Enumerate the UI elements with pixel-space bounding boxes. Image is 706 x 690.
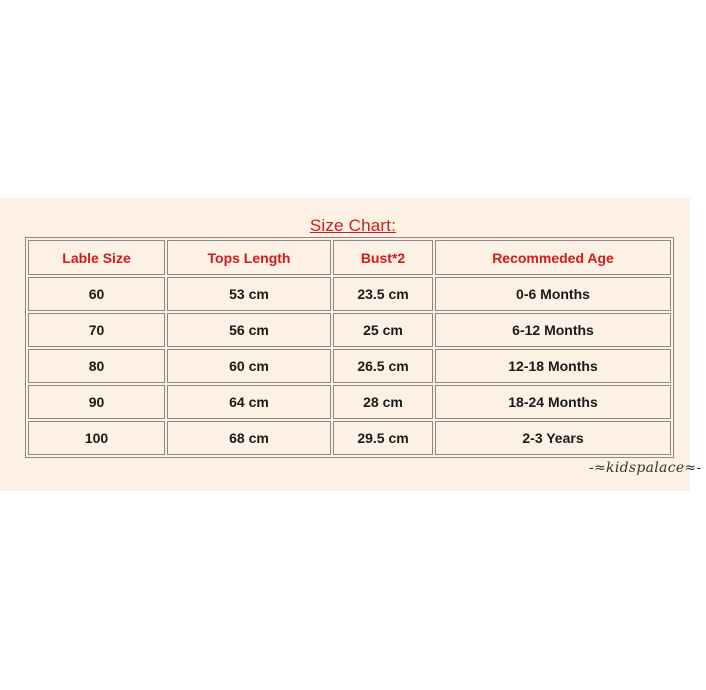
header-bust: Bust*2 bbox=[333, 240, 433, 275]
cell-recommended-age: 0-6 Months bbox=[435, 277, 671, 311]
size-chart-table bbox=[25, 237, 674, 458]
cell-recommended-age: 18-24 Months bbox=[435, 385, 671, 419]
cell-recommended-age: 12-18 Months bbox=[435, 349, 671, 383]
cell-tops-length: 53 cm bbox=[167, 277, 331, 311]
cell-bust: 28 cm bbox=[333, 385, 433, 419]
cell-tops-length: 68 cm bbox=[167, 421, 331, 455]
table-row bbox=[28, 313, 671, 347]
table-header-row bbox=[28, 240, 671, 275]
cell-label-size: 60 bbox=[28, 277, 165, 311]
table-row bbox=[28, 277, 671, 311]
table-row bbox=[28, 385, 671, 419]
size-chart-title: Size Chart: bbox=[309, 216, 397, 235]
kidspalace-watermark: -≈kidspalace≈- bbox=[589, 460, 702, 476]
cell-bust: 25 cm bbox=[333, 313, 433, 347]
cell-recommended-age: 2-3 Years bbox=[435, 421, 671, 455]
cell-bust: 29.5 cm bbox=[333, 421, 433, 455]
cell-tops-length: 60 cm bbox=[167, 349, 331, 383]
table-row bbox=[28, 421, 671, 455]
header-recommended-age: Recommeded Age bbox=[435, 240, 671, 275]
table-row bbox=[28, 349, 671, 383]
cell-label-size: 80 bbox=[28, 349, 165, 383]
cell-bust: 23.5 cm bbox=[333, 277, 433, 311]
cell-label-size: 100 bbox=[28, 421, 165, 455]
cell-tops-length: 64 cm bbox=[167, 385, 331, 419]
cell-bust: 26.5 cm bbox=[333, 349, 433, 383]
size-chart-panel bbox=[0, 198, 702, 491]
cell-tops-length: 56 cm bbox=[167, 313, 331, 347]
cell-label-size: 70 bbox=[28, 313, 165, 347]
header-tops-length: Tops Length bbox=[167, 240, 331, 275]
cell-recommended-age: 6-12 Months bbox=[435, 313, 671, 347]
header-label-size: Lable Size bbox=[28, 240, 165, 275]
cell-label-size: 90 bbox=[28, 385, 165, 419]
